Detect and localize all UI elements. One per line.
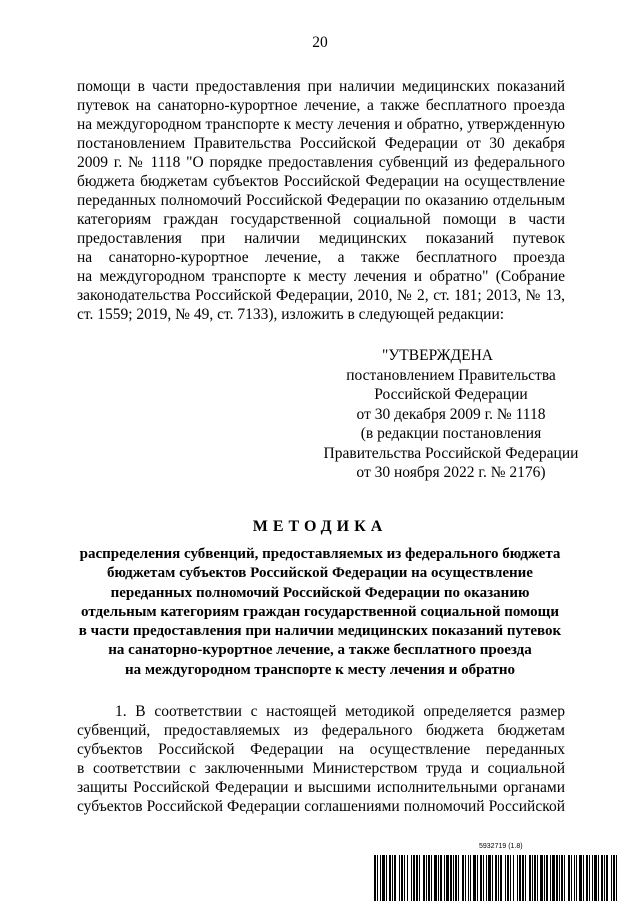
text-line: помощи в части предоставления при наличии медицинских показаний	[77, 78, 565, 95]
subtitle-line: отдельным категориям граждан государственной социальной помощи	[81, 603, 559, 620]
subtitle-line: переданных полномочий Российской Федерации по оказанию	[110, 584, 530, 601]
approval-line: Правительства Российской Федерации	[323, 444, 579, 462]
subtitle-line: на санаторно-курортное лечение, а также бесплатного проезда	[108, 642, 532, 659]
approval-line: (в редакции постановления	[360, 425, 542, 442]
text-line: субвенций, предоставляемых из федерального бюджета бюджетам	[77, 722, 565, 739]
text-line: переданных полномочий Российской Федерации по оказанию отдельным	[77, 192, 565, 209]
approval-stamp	[300, 346, 602, 483]
text-line: категориям граждан государственной социальной помощи в части	[77, 211, 565, 228]
text-line: на междугородном транспорте к месту лечения и обратно" (Собрание	[77, 268, 565, 285]
text-line: бюджета бюджетам субъектов Российской Федерации на осуществление	[77, 173, 565, 190]
text-line: 1. В соответствии с настоящей методикой определяется размер	[115, 703, 565, 720]
text-line: ст. 1559; 2019, № 49, ст. 7133), изложить в следующей редакции:	[77, 306, 505, 323]
page-number: 20	[312, 34, 328, 51]
text-line: постановлением Правительства Российской Федерации от 30 декабря	[77, 135, 565, 152]
text-line: защиты Российской Федерации и высшими исполнительными органами	[77, 779, 565, 796]
approval-line: Российской Федерации	[374, 386, 528, 403]
text-line: субъектов Российской Федерации на осуществление переданных	[77, 741, 565, 758]
text-line: предоставления при наличии медицинских показаний путевок	[77, 230, 565, 247]
document-subtitle	[70, 545, 570, 680]
clause-paragraph	[77, 702, 565, 816]
text-line: путевок на санаторно-курортное лечение, а также бесплатного проезда	[77, 97, 565, 114]
document-title: МЕТОДИКА	[252, 518, 388, 535]
approval-line: постановлением Правительства	[346, 366, 556, 384]
approval-line: "УТВЕРЖДЕНА	[382, 347, 493, 364]
subtitle-line: в части предоставления при наличии медицинских показаний путевок	[78, 623, 562, 640]
text-line: на санаторно-курортное лечение, а также бесплатного проезда	[77, 249, 565, 266]
intro-paragraph	[77, 77, 565, 324]
barcode-icon	[374, 855, 619, 901]
approval-line: от 30 декабря 2009 г. № 1118	[356, 405, 546, 423]
text-line: на междугородном транспорте к месту лечения и обратно, утвержденную	[77, 116, 565, 133]
text-line: в соответствии с заключенными Министерством труда и социальной	[77, 760, 565, 777]
subtitle-line: на междугородном транспорте к месту лечения и обратно	[124, 661, 516, 678]
text-line: 2009 г. № 1118 "О порядке предоставления субвенций из федерального	[77, 154, 565, 171]
text-line: законодательства Российской Федерации, 2010, № 2, ст. 181; 2013, № 13,	[77, 287, 565, 304]
approval-line: от 30 ноября 2022 г. № 2176)	[356, 464, 546, 481]
subtitle-line: бюджетам субъектов Российской Федерации на осуществление	[107, 565, 533, 582]
text-line: субъектов Российской Федерации соглашениями полномочий Российской	[77, 798, 565, 815]
subtitle-line: распределения субвенций, предоставляемых из федерального бюджета	[79, 546, 561, 562]
barcode-number: 5932719 (1.8)	[479, 843, 523, 850]
